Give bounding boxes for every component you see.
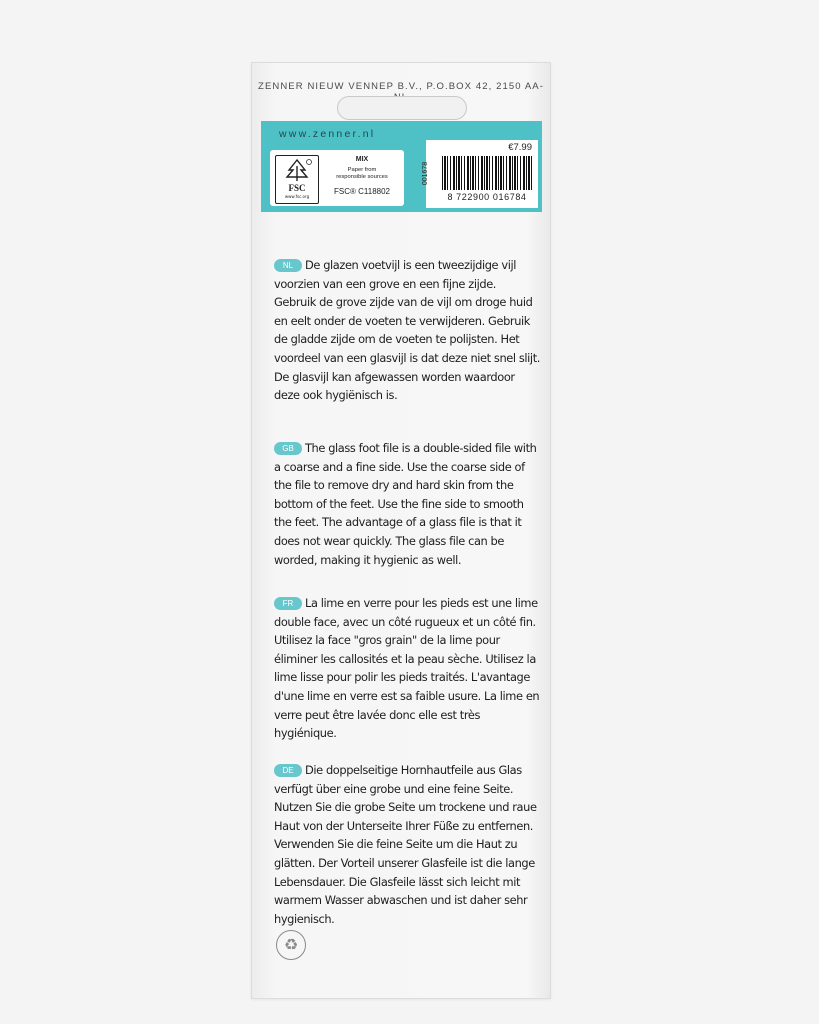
description-nl [274,256,540,405]
company-address: ZENNER NIEUW VENNEP B.V., P.O.BOX 42, 2150 AA- [258,81,544,92]
fsc-logo [275,155,319,204]
barcode-label [422,140,538,208]
description-text-fr: La lime en verre pour les pieds est une lime double face, avec un côté rugueux et un côté fin. Utilisez la face "gros grain" de la lime pour éliminer les callosités et la peau sèche. Utilisez la lime lisse pour polir les pieds traités. L'avantage d'une lime en verre est sa faible usure. La lime en verre peut être lavée donc elle est très hygiénique. [274,596,540,741]
article-number: 001678 [422,161,430,186]
fsc-line-1: Paper from [347,167,377,173]
description-de [274,761,540,928]
info-band [261,121,542,212]
fsc-logo-text: FSC [288,183,306,193]
fsc-mix-label: MIX [355,156,369,163]
lang-badge-gb: GB [274,442,302,455]
fsc-line-2: responsible sources [336,174,388,180]
description-text-gb: The glass foot file is a double-sided file with a coarse and a fine side. Use the coarse side of the file to remove dry and hard skin from the bottom of the feet. Use the fine side to smooth the feet. The advantage of a glass file is that it does not wear quickly. The glass file can be worded, making it hygienic as well. [274,441,537,567]
barcode [442,156,534,190]
price: €7.99 [508,142,532,153]
fsc-logo-url: www.fsc.org [284,194,310,199]
description-text-de: Die doppelseitige Hornhautfeile aus Glas verfügt über eine grobe und eine feine Seite. Nutzen Sie die grobe Seite um trockene und raue Haut von der Unterseite Ihrer Füße zu entfernen. Verwenden Sie die feine Seite um die Haut zu glätten. Der Vorteil unserer Glasfeile ist die lange Lebensdauer. Die Glasfeile lässt sich leicht mit warmem Wasser abwaschen und ist daher sehr hygienisch. [274,763,537,926]
lang-badge-nl: NL [274,259,302,272]
recycle-icon: ♻ [276,930,306,960]
fsc-code: FSC® C118802 [334,187,390,196]
fsc-label [270,150,404,206]
barcode-number: 8 722900 016784 [447,192,527,202]
lang-badge-de: DE [274,764,302,777]
lang-badge-fr: FR [274,597,302,610]
description-text-nl: De glazen voetvijl is een tweezijdige vijl voorzien van een grove en een fijne zijde. Gebruik de grove zijde van de vijl om droge huid en eelt onder de voeten te verwijderen. Gebruik de gladde zijde om de voeten te polijsten. Het voordeel van een glasvijl is dat deze niet snel slijt. De glasvijl kan afgewassen worden waardoor deze ook hygiënisch is. [274,258,540,403]
product-package [251,62,551,999]
description-fr [274,594,540,743]
fsc-tree-icon [276,156,318,184]
hang-hole [337,96,467,120]
website-url: www.zenner.nl [279,128,376,140]
description-gb [274,439,540,569]
fsc-description [322,167,402,181]
